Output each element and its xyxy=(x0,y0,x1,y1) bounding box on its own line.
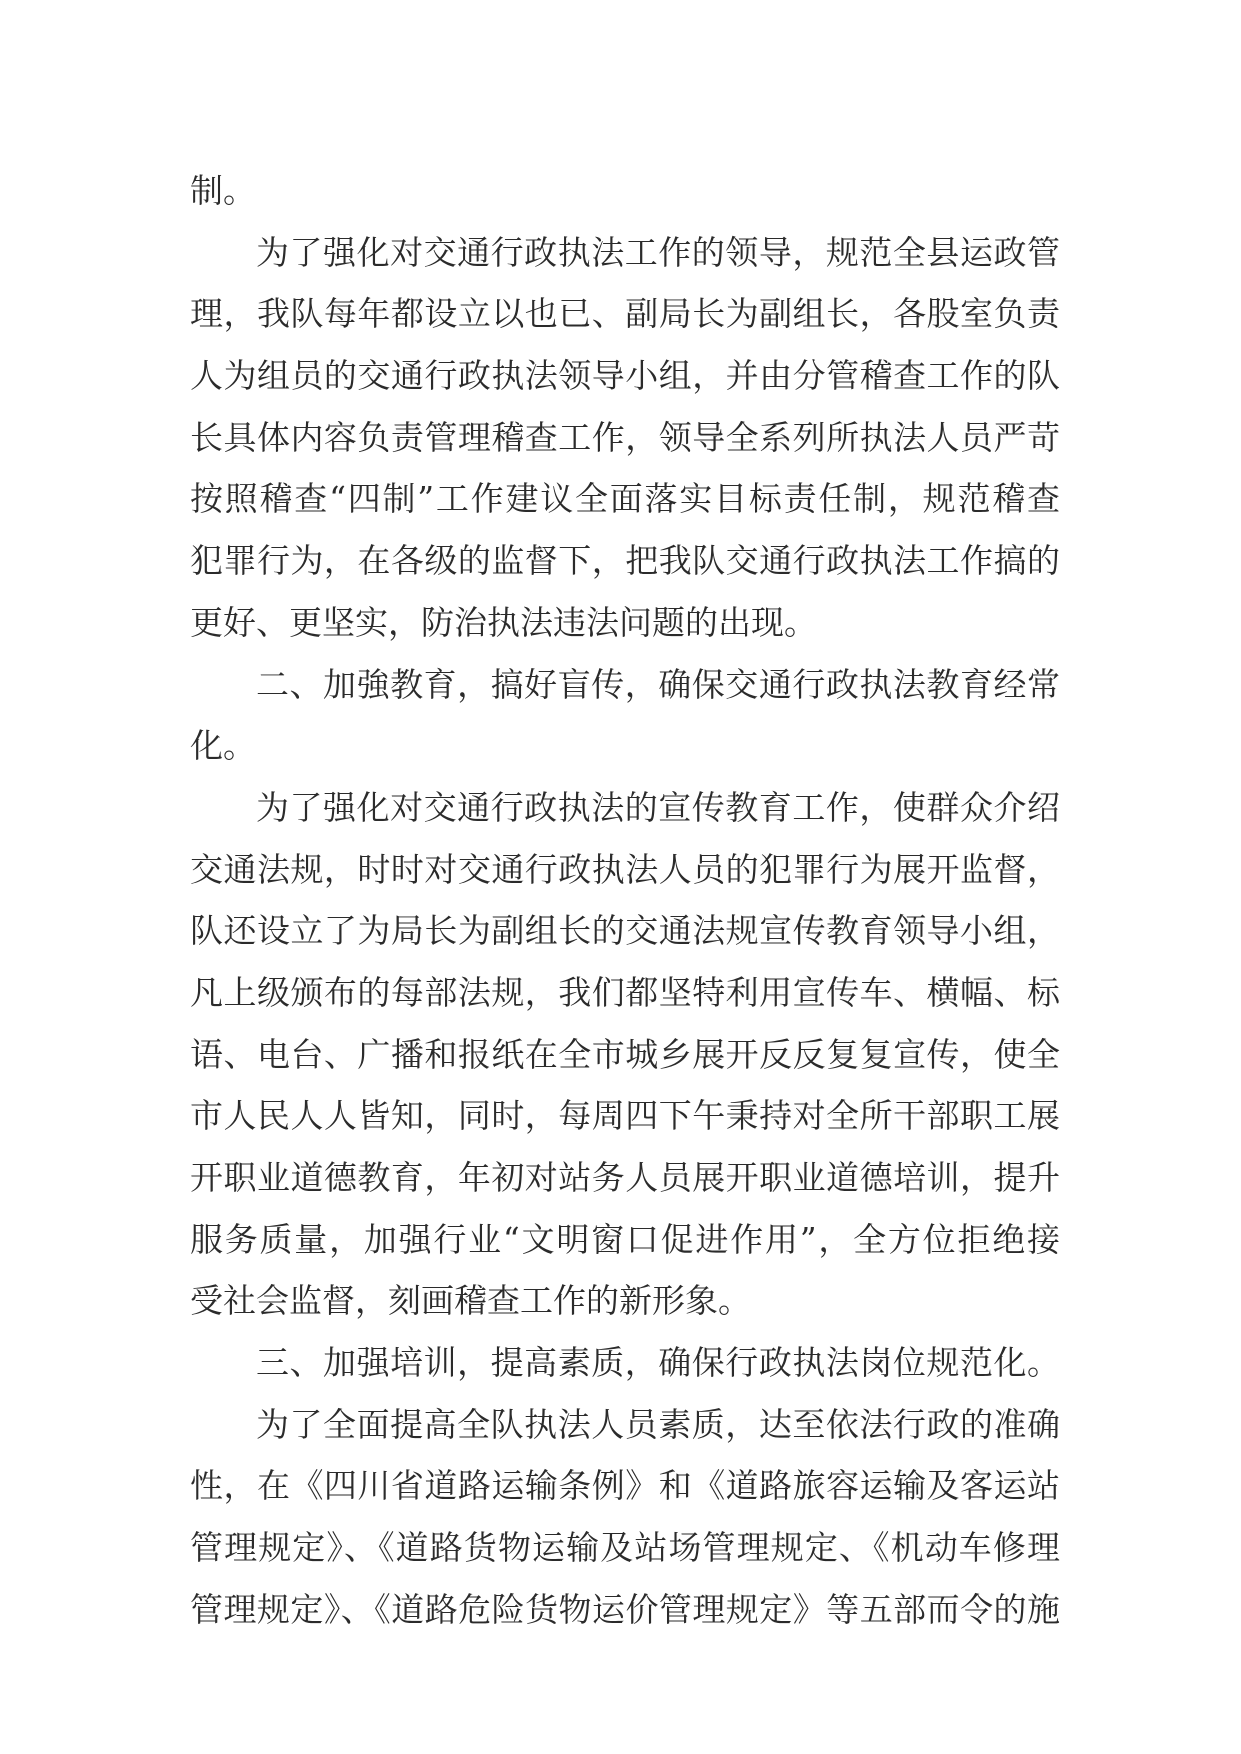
section-heading-line: 二、加強教育，搞好盲传，确保交通行政执法教育经常 xyxy=(256,664,1060,704)
text-line: 为了强化对交通行政执法工作的领导，规范全县运政管 xyxy=(256,232,1060,272)
text-line: 为了强化对交通行政执法的宣传教育工作，使群众介绍 xyxy=(256,787,1060,827)
text-line: 语、电台、广播和报纸在全市城乡展开反反复复宣传，使全 xyxy=(190,1034,1060,1074)
text-line: 理，我队每年都设立以也已、副局长为副组长，各股室负责 xyxy=(190,294,1060,334)
text-line: 服务质量，加强行业“文明窗口促进作用”，全方位拒绝接 xyxy=(190,1219,1060,1259)
text-line: 队还设立了为局长为副组长的交通法规宣传教育领导小组， xyxy=(190,911,1060,951)
text-line: 交通法规，时时对交通行政执法人员的犯罪行为展开监督， xyxy=(190,849,1060,889)
section-heading-line: 三、加强培训，提高素质，确保行政执法岗位规范化。 xyxy=(256,1343,1060,1383)
text-line: 管理规定》、《道路危险货物运价管理规定》等五部而令的施 xyxy=(190,1589,1060,1629)
text-line: 更好、更坚实，防治执法违法问题的出现。 xyxy=(190,602,817,642)
text-line: 长具体内容负责管理稽查工作，领导全系列所执法人员严苛 xyxy=(190,417,1060,457)
text-line: 凡上级颁布的每部法规，我们都坚特利用宣传车、横幅、标 xyxy=(190,972,1060,1012)
document-body xyxy=(190,160,1060,1641)
text-line: 为了全面提高全队执法人员素质，达至依法行政的准确 xyxy=(256,1404,1060,1444)
section-heading-line: 化。 xyxy=(190,726,256,766)
text-line: 按照稽查“四制”工作建议全面落实目标责任制，规范稽查 xyxy=(190,479,1060,519)
text-line: 管理规定》、《道路货物运输及站场管理规定、《机动车修理 xyxy=(190,1528,1060,1568)
text-line: 开职业道德教育，年初对站务人员展开职业道德培训，提升 xyxy=(190,1158,1060,1197)
text-line: 犯罪行为，在各级的监督下，把我队交通行政执法工作搞的 xyxy=(190,541,1060,581)
text-line: 制。 xyxy=(190,171,256,210)
text-line: 性，在《四川省道路运输条例》和《道路旅容运输及客运站 xyxy=(190,1466,1060,1506)
text-line: 人为组员的交通行政执法领导小组，并由分管稽查工作的队 xyxy=(190,356,1060,396)
text-line: 受社会监督，刻画稽查工作的新形象。 xyxy=(190,1281,751,1321)
text-line: 市人民人人皆知，同时，每周四下午秉持对全所干部职工展 xyxy=(190,1096,1060,1136)
